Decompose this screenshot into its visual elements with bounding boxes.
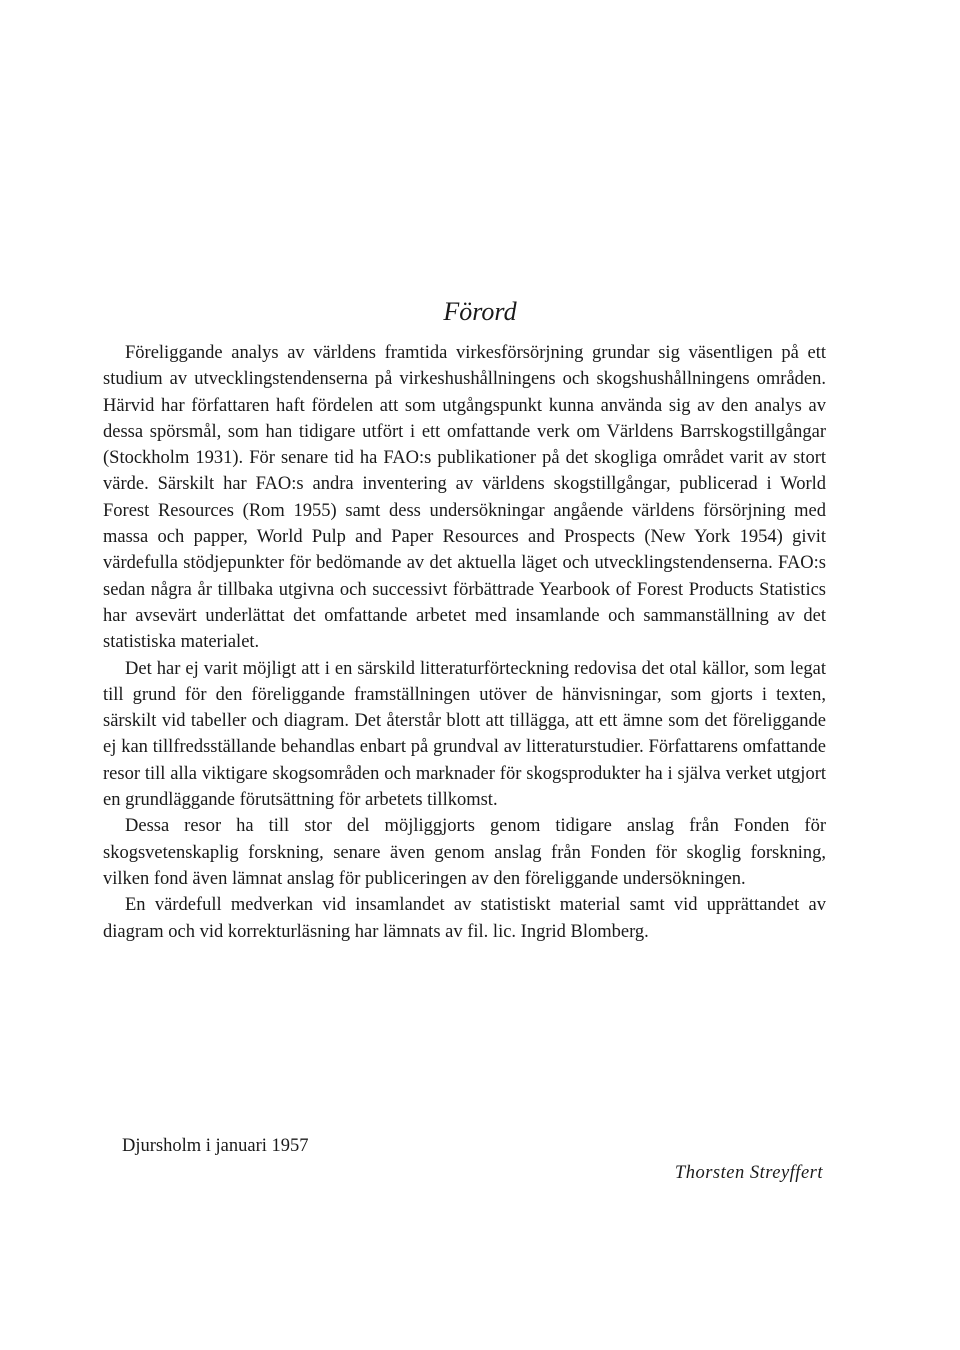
paragraph: Det har ej varit möjligt att i en särskild litteraturförteckning redovisa det otal källor, som legat till grund för den föreliggande framställningen utöver de hänvisningar, som gjorts i texten, särskilt vid tabeller och diagram. Det återstår blott att tillägga, att ett ämne som det föreliggande ej kan tillfredsställande behandlas enbart på grundval av litteraturstudier. Författarens omfattande resor till alla viktigare skogsområden och marknader för skogsprodukter ha i själva verket utgjort en grundläggande förutsättning för arbetets tillkomst. [103,658,826,811]
author-signature: Thorsten Streyffert [674,1163,823,1183]
page-title: Förord [443,297,517,326]
paragraph: En värdefull medverkan vid insamlandet av statistiskt material samt vid upprättandet av diagram och vid korrekturläsning har lämnats av fil. lic. Ingrid Blomberg. [103,895,826,942]
body-text [103,340,826,945]
paragraph: Dessa resor ha till stor del möjliggjorts genom tidigare anslag från Fonden för skogsvetenskaplig forskning, senare även genom anslag från Fonden för skoglig forskning, vilken fond även lämnat anslag för publiceringen av den föreliggande undersökningen. [103,816,826,889]
place-date: Djursholm i januari 1957 [122,1136,309,1156]
paragraph: Föreliggande analys av världens framtida virkesförsörjning grundar sig väsentligen på ett studium av utvecklingstendenserna på virkeshushållningens och skogshushållningens områden. Härvid har författaren haft fördelen att som utgångspunkt kunna använda sig av den analys av dessa spörsmål, som han tidigare utfört i ett omfattande verk om Världens Barrskogstillgångar (Stockholm 1931). För senare tid ha FAO:s publikationer på det skogliga området varit av stort värde. Särskilt har FAO:s andra inventering av världens skogstillgångar, publicerad i World Forest Resources (Rom 1955) samt dess undersökningar angående världens försörjning med massa och papper, World Pulp and Paper Resources and Prospects (New York 1954) givit värdefulla stödjepunkter för bedömande av det aktuella läget och utvecklingstendenserna. FAO:s sedan några år tillbaka utgivna och successivt förbättrade Yearbook of Forest Products Statistics har avsevärt underlättat det omfattande arbetet med insamlande och sammanställning av det statistiska materialet. [103,343,826,653]
